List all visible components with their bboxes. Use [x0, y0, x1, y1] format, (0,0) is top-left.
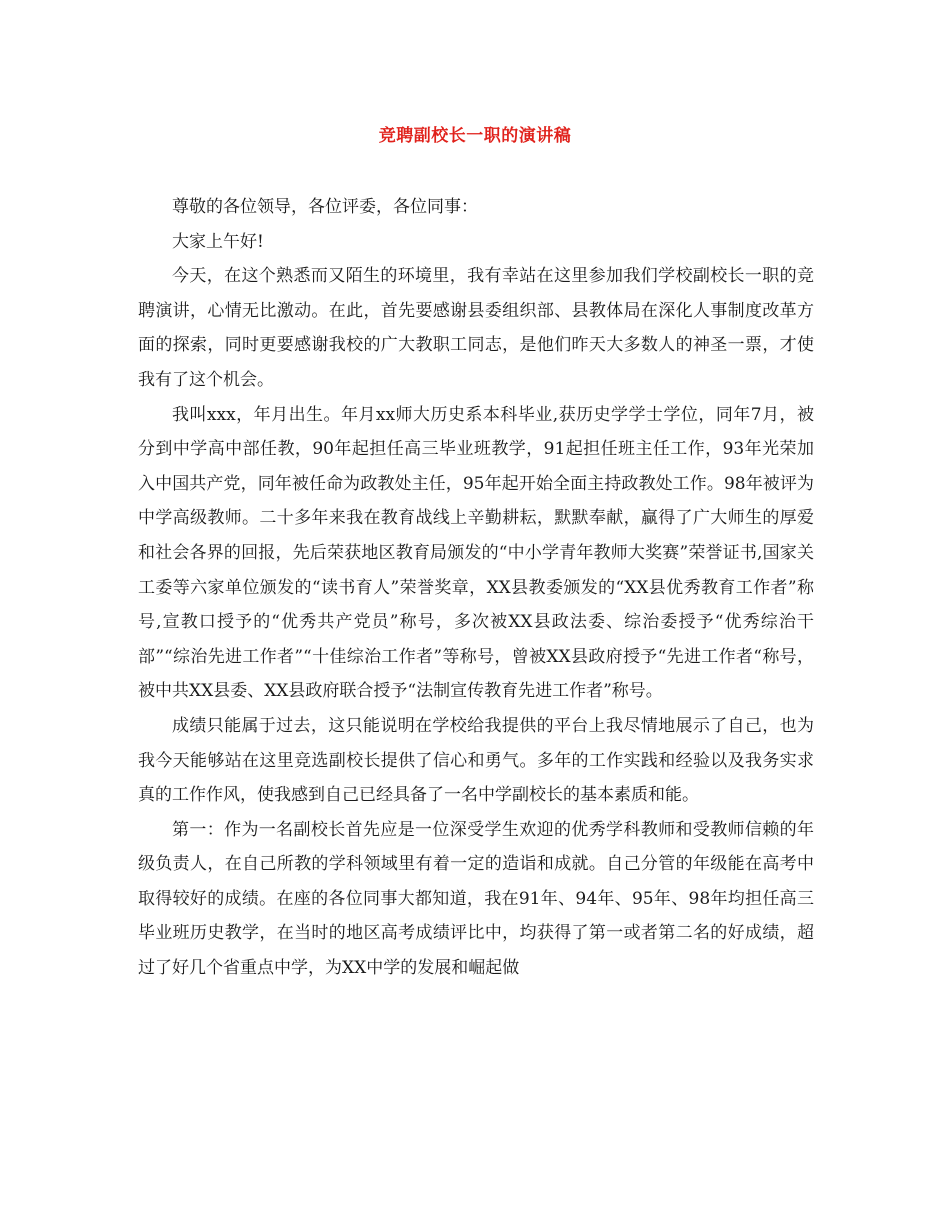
qualification-paragraph: 成绩只能属于过去，这只能说明在学校给我提供的平台上我尽情地展示了自己，也为我今天能够站在这里竞选副校长提供了信心和勇气。多年的工作实践和经验以及我务实求真的工作作风，使我感到自己已经具备了一名中学副校长的基本素质和能。 — [138, 715, 814, 806]
greeting-paragraph: 大家上午好! — [172, 231, 264, 252]
opening-paragraph: 今天，在这个熟悉而又陌生的环境里，我有幸站在这里参加我们学校副校长一职的竞聘演讲，心情无比激动。在此，首先要感谢县委组织部、县教体局在深化人事制度改革方面的探索，同时更要感谢我校的广大教职工同志，是他们昨天大多数人的神圣一票，才使我有了这个机会。 — [138, 266, 814, 390]
salutation-paragraph: 尊敬的各位领导，各位评委，各位同事： — [172, 197, 478, 217]
document-body — [138, 190, 814, 986]
document-title: 竞聘副校长一职的演讲稿 — [378, 126, 572, 146]
first-point-paragraph: 第一：作为一名副校长首先应是一位深受学生欢迎的优秀学科教师和受教师信赖的年级负责人，在自己所教的学科领域里有着一定的造诣和成就。自己分管的年级能在高考中取得较好的成绩。在座的各位同事大都知道，我在91年、94年、95年、98年均担任高三毕业班历史教学，在当时的地区高考成绩评比中，均获得了第一或者第二名的好成绩，超过了好几个省重点中学，为XX中学的发展和崛起做 — [138, 819, 814, 979]
background-paragraph: 我叫xxx，年月出生。年月xx师大历史系本科毕业,获历史学学士学位，同年7月，被分到中学高中部任教，90年起担任高三毕业班教学，91起担任班主任工作，93年光荣加入中国共产党，同年被任命为政教处主任，95年起开始全面主持政教处工作。98年被评为中学高级教师。二十多年来我在教育战线上辛勤耕耘，默默奉献，赢得了广大师生的厚爱和社会各界的回报，先后荣获地区教育局颁发的“中小学青年教师大奖赛”荣誉证书,国家关工委等六家单位颁发的“读书育人”荣誉奖章，XX县教委颁发的“XX县优秀教育工作者”称号,宣教口授予的“优秀共产党员”称号，多次被XX县政法委、综治委授予“优秀综治干部”“综治先进工作者”“十佳综治工作者”等称号，曾被XX县政府授予“先进工作者“称号，被中共XX县委、XX县政府联合授予“法制宣传教育先进工作者”称号。 — [138, 404, 814, 702]
